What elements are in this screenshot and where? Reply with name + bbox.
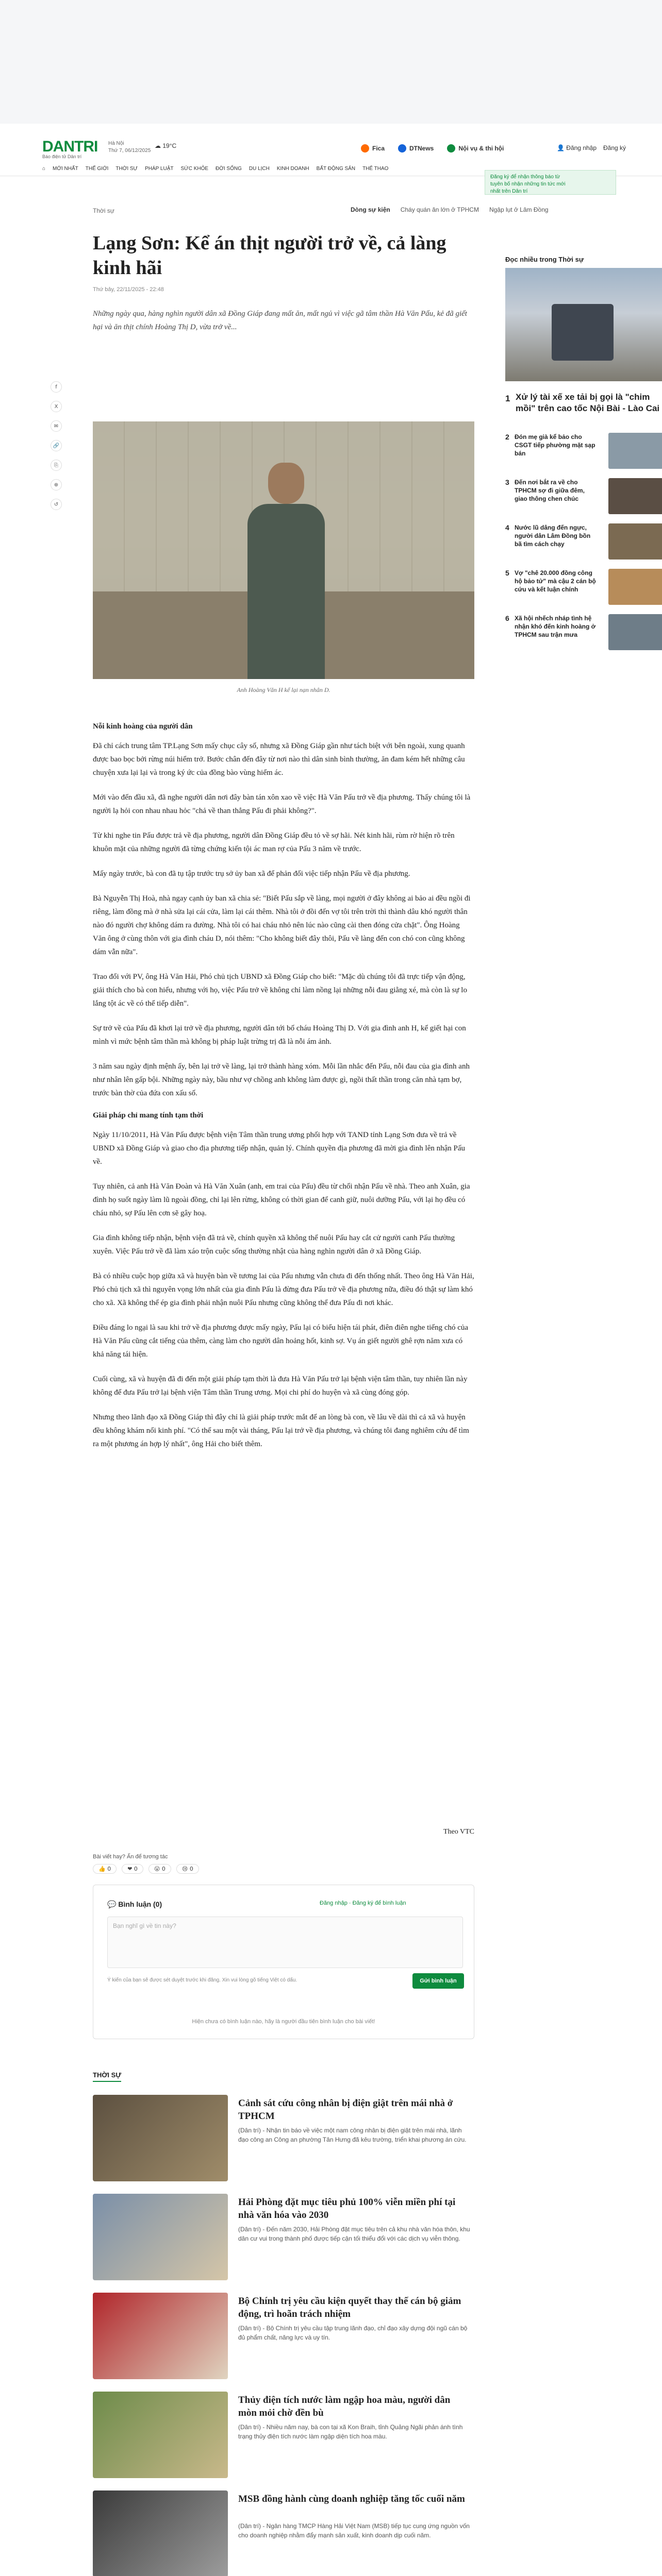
paragraph-3: Từ khi nghe tin Pấu được trả về địa phương, người dân Đồng Giáp đều tỏ về sợ hãi. Nét kinh hãi, rùm rờ hiện rõ trên khuôn mặt của những người đã từng chứng kiến tội ác man rợ của Pấu 3 năm về trước. (93, 832, 455, 853)
trending-label: Dòng sự kiện (351, 206, 390, 213)
date-text: Thứ 7, 06/12/2025 (108, 148, 151, 154)
nav-item-7[interactable]: DU LỊCH (249, 166, 270, 172)
location: Hà Nội (108, 141, 124, 146)
user-icon: 👤 (557, 144, 565, 151)
date-block (108, 140, 151, 155)
submit-comment-button[interactable]: Gửi bình luận (412, 1973, 464, 1989)
comment-icon: 💬 (107, 1900, 117, 1908)
header-link-2[interactable]: DTNews (398, 144, 434, 152)
news-desc: (Dân trí) - Bộ Chính trị yêu cầu tập trung lãnh đạo, chỉ đạo xây dựng đội ngũ cán bộ đủ phẩm chất, năng lực và uy tín. (238, 2325, 468, 2341)
hero-body (247, 504, 325, 679)
trending-item-2[interactable]: Ngập lụt ở Lâm Đồng (489, 206, 549, 213)
sidebar-item[interactable] (505, 614, 662, 655)
article-meta: Thứ bảy, 22/11/2025 - 22:48 (93, 286, 164, 293)
article-body (93, 722, 474, 1462)
sidebar-item-thumbnail[interactable] (608, 614, 662, 650)
news-item[interactable] (93, 2095, 474, 2182)
sidebar-item-number: 2 (505, 433, 509, 441)
register-link[interactable]: Đăng ký (603, 144, 626, 151)
login-link[interactable]: 👤 Đăng nhập (557, 144, 597, 151)
nav-item-4[interactable]: PHÁP LUẬT (145, 166, 174, 172)
paragraph-15: Nhưng theo lãnh đạo xã Đồng Giáp thì đây chỉ là giải pháp trước mắt để an lòng bà con, về lâu về dài thì cả xã và huyện đều không khám nổi kinh phí. "Có thể sau một vài tháng, Pấu lại trở về địa phương, và chúng tôi đang nghiêm cứu để tìm ra một phương án hợp lý nhất", ông Hải cho biết thêm. (93, 1413, 469, 1448)
news-title[interactable]: Cảnh sát cứu công nhân bị điện giật trên mái nhà ở TPHCM (238, 2098, 453, 2122)
nav-item-8[interactable]: KINH DOANH (276, 166, 309, 172)
news-thumbnail[interactable] (93, 2095, 228, 2181)
sidebar-item-thumbnail[interactable] (608, 523, 662, 560)
comment-note: Ý kiến của bạn sẽ được sét duyệt trước khi đăng. Xin vui lòng gõ tiếng Việt có dấu. (107, 1977, 297, 1983)
reactions-question: Bài viết hay? Ấn để tương tác (93, 1854, 168, 1860)
comment-auth-links[interactable]: Đăng nhập · Đăng ký để bình luận (320, 1900, 406, 1906)
image-caption: Anh Hoàng Văn H kể lại nạn nhân D. (237, 686, 330, 693)
sidebar-heading: Đọc nhiều trong Thời sự (505, 256, 584, 263)
sidebar-item-title[interactable]: Đến nơi bắt ra về cho TPHCM sợ đi giữa đêm, giao thông chen chúc (515, 479, 585, 502)
sad-reaction-button[interactable]: 😢 0 (176, 1864, 199, 1874)
comment-input[interactable]: Bạn nghĩ gì về tin này? (107, 1917, 463, 1968)
nav-item-9[interactable]: BẤT ĐỘNG SẢN (316, 166, 356, 172)
notification-prompt[interactable]: Đăng ký để nhận thông báo từ tuyên bố nhận những tin tức mới nhất trên Dân trí (485, 170, 616, 195)
news-title[interactable]: Thủy điện tích nước làm ngập hoa màu, người dân mòn mỏi chờ đền bù (238, 2395, 451, 2418)
site-logo[interactable]: DANTRI (42, 138, 98, 155)
zoom-icon[interactable]: ⊕ (51, 479, 62, 490)
news-desc: (Dân trí) - Đến năm 2030, Hải Phòng đặt mục tiêu trên cả khu nhà văn hóa thôn, khu dân cư vui trong thành phố được tiếp cận tối thiểu đổi với các dịch vụ viễn thông. (238, 2226, 470, 2242)
hero-head (268, 463, 304, 504)
sidebar-item-number: 4 (505, 523, 509, 532)
nav-item-1[interactable]: MỚI NHẤT (53, 166, 78, 172)
article-sapo: Những ngày qua, hàng nghìn người dân xã Đồng Giáp đang mất ăn, mất ngủ vì việc gã tâm thần Hà Văn Pấu, kẻ đã giết hại và ăn thịt chính Hoàng Thị D, vừa trở về... (93, 310, 467, 331)
paragraph-9: Ngày 11/10/2011, Hà Văn Pấu được bệnh viện Tâm thần trung ương phối hợp với TAND tỉnh Lạng Sơn đưa về trả về UBND xã Đồng Giáp và giao cho địa phương tiếp nhận, quản lý. Chính quyền địa phương đã mời gia đình lên nhận Pấu về. (93, 1131, 466, 1166)
sidebar-item-number: 5 (505, 569, 509, 577)
section-heading-2: Giải pháp chỉ mang tính tạm thời (93, 1111, 204, 1120)
share-bar (51, 381, 62, 510)
paragraph-4: Mấy ngày trước, bà con đã tụ tập trước trụ sở ủy ban xã để phản đối việc tiếp nhận Pấu về địa phương. (93, 870, 410, 878)
sidebar-item-number: 6 (505, 614, 509, 622)
sidebar-item-thumbnail[interactable] (608, 569, 662, 605)
news-item[interactable] (93, 2194, 474, 2281)
section-heading-1: Nỗi kinh hoàng của người dân (93, 722, 193, 731)
sidebar-item-title[interactable]: Xã hội nhếch nháp tình hệ nhận khó đến kinh hoàng ở TPHCM sau trận mưa (515, 615, 596, 638)
link-share-icon[interactable]: 🔗 (51, 440, 62, 451)
paragraph-7: Sự trở về của Pấu đã khơi lại trở về địa phương, người dân tới bố cháu Hoàng Thị D. Với gia đình anh H, kể giết hại con mình vì mức bệnh tâm thần mà không bị pháp luật trừng trị đã là nỗi ám ảnh. (93, 1024, 466, 1046)
news-title[interactable]: Bộ Chính trị yêu cầu kiện quyết thay thế cán bộ giảm động, trì hoãn trách nhiệm (238, 2296, 461, 2319)
article-title: Lạng Sơn: Kể án thịt người trở về, cả làng kinh hãi (93, 232, 446, 279)
cloud-icon: ☁ (155, 142, 161, 149)
news-thumbnail[interactable] (93, 2194, 228, 2280)
sidebar-item-title[interactable]: Nước lũ dâng đến ngực, người dân Lâm Đồng bồn bã tìm cách chạy (515, 524, 591, 548)
sidebar-item-title[interactable]: Đón mẹ già kể bảo cho CSGT tiếp phường mặt sạp bán (515, 433, 595, 457)
sidebar-top-number: 1 (505, 394, 510, 403)
nav-item-10[interactable]: THỂ THAO (362, 166, 389, 172)
sidebar-item-title[interactable]: Vợ "chê 20.000 đồng công hộ bảo tử" mà cậu 2 cán bộ cứu và kết luận chính (515, 569, 596, 593)
header-link-1[interactable]: Fica (361, 144, 385, 152)
nav-item-6[interactable]: ĐỜI SỐNG (216, 166, 242, 172)
sidebar-top-image[interactable] (505, 268, 662, 381)
news-thumbnail[interactable] (93, 2293, 228, 2379)
nav-item-3[interactable]: THỜI SỰ (115, 166, 138, 172)
paragraph-11: Gia đình không tiếp nhận, bệnh viện đã trả về, chính quyền xã không thể nuôi Pấu hay cắt cử người canh Pấu thường xuyên. Việc Pấu trở về đã làm xáo trộn cuộc sống thường nhật của hàng nghìn người dân ở xã Đồng Giáp. (93, 1234, 455, 1256)
copy-icon[interactable]: ⎘ (51, 460, 62, 471)
header-link-3[interactable]: Nội vụ & thi hội (447, 144, 504, 152)
hero-person (247, 463, 325, 679)
sidebar-top-title[interactable]: Xử lý tài xế xe tải bị gọi là "chim mồi" trên cao tốc Nội Bài - Lào Cai (516, 392, 660, 413)
sidebar-item-thumbnail[interactable] (608, 478, 662, 514)
paragraph-2: Mới vào đến đầu xã, đã nghe người dân nơi đây bàn tán xôn xao về việc Hà Văn Pấu trở về địa phương. Thấy chúng tôi là người lạ hỏi con nhau nhau hỏc "chả về than thẳng Pấu đi phải không?". (93, 793, 471, 815)
nav-item-5[interactable]: SỨC KHỎE (180, 166, 209, 172)
news-desc: (Dân trí) - Ngân hàng TMCP Hàng Hải Việt Nam (MSB) tiếp tục cung ứng nguồn vốn cho doanh nghiệp nhằm đẩy mạnh sản xuất, kinh doanh dịp cuối năm. (238, 2522, 470, 2539)
wow-reaction-button[interactable]: 😮 0 (148, 1864, 171, 1874)
sidebar-item[interactable] (505, 433, 662, 474)
refresh-icon[interactable]: ↺ (51, 499, 62, 510)
logo-subtitle: Báo điện tử Dân trí (42, 154, 82, 159)
noivu-icon (447, 144, 455, 152)
sidebar-item[interactable] (505, 523, 662, 565)
paragraph-14: Cuối cùng, xã và huyện đã đi đến một giải pháp tạm thời là đưa Hà Văn Pấu trở lại bệnh viện tâm thần, tuy nhiên lần này không để đưa Pấu trở lại bệnh viện Tâm thần Trung ương. Mọi chi phí do huyện và xã cùng đóng góp. (93, 1375, 468, 1397)
x-share-icon[interactable]: X (51, 401, 62, 412)
trending-item-1[interactable]: Cháy quán ăn lớn ở TPHCM (400, 206, 479, 213)
news-item[interactable] (93, 2392, 474, 2479)
email-share-icon[interactable]: ✉ (51, 420, 62, 432)
comment-empty-state: Hiện chưa có bình luận nào, hãy là người đầu tiên bình luận cho bài viết! (192, 2019, 375, 2025)
paragraph-13: Điều đáng lo ngại là sau khi trở về địa phương được mấy ngày, Pấu lại có biểu hiện tái phát, điên điên nghe tiếng chó của Hà Văn Pấu cũng cắt tiếng của thêm, càng làm cho người dân hoảng hốt, kinh sợ. Vụ án giết người ghê rợn năm xưa có khả năng tái hiện. (93, 1324, 469, 1359)
paragraph-6: Trao đổi với PV, ông Hà Văn Hải, Phó chủ tịch UBND xã Đồng Giáp cho biết: "Mặc dù chúng tôi đã trực tiếp vận động, giải thích cho bà con hiểu, nhưng với họ, việc Pấu trở về không chỉ làm nồng lại những nỗi đau giằng xé, mà còn là sự lo lắng tột ác về có thể tiếp diễn". (93, 973, 467, 1008)
article-author: Theo VTC (443, 1828, 474, 1836)
temperature: 19°C (162, 142, 177, 149)
paragraph-8: 3 năm sau ngày định mệnh ấy, bên lại trở về làng, lại trở thành hàng xóm. Mỗi lần nhắc đến Pấu, nỗi đau của gia đình anh như nhân lên gấp bội. Những ngày này, bầu như vợ chồng anh không làm được gì, ngồi thất thần trong căn nhà tạm bợ, trước bàn thờ của đứa con xấu số. (93, 1062, 470, 1097)
news-item[interactable] (93, 2293, 474, 2380)
hero-image (93, 421, 474, 679)
trending-events (351, 206, 549, 213)
news-desc: (Dân trí) - Nhận tin báo về việc một nam công nhân bị điện giật trên mái nhà, lãnh đạo công an Công an phường Tân Hưng đã kêu trường, triển khai phương án cứu. (238, 2127, 467, 2143)
paragraph-12: Bà có nhiều cuộc họp giữa xã và huyện bàn về tương lai của Pấu nhưng vẫn chưa đi đến thống nhất. Theo ông Hà Văn Hải, Phó chủ tịch xã thì nguyên vọng lớn nhất của gia đình Pấu là đừng đưa Pấu trở về địa phương nữa, điều đó thật sự làm khó cho xã. Xã không thể ép gia đình phải nhận nuôi Pấu nhưng cũng không thể đưa Pấu đi nơi khác. (93, 1272, 474, 1307)
reaction-buttons (93, 1864, 199, 1874)
top-ad-banner (0, 0, 662, 124)
comment-title: 💬 Bình luận (0) (107, 1900, 162, 1908)
paragraph-1: Đã chỉ cách trung tâm TP.Lạng Sơn mấy chục cây số, nhưng xã Đồng Giáp gần như tách biệt với bên ngoài, xung quanh được bao bọc bởi rừng núi hiểm trở. Bước chân đến đây từ nơi nào thì dân sinh bình thường, ăn đam kém hết những câu chuyện xưa lại lại và trong ký ức của đồng bào vùng hiểm ác. (93, 742, 465, 777)
weather (155, 142, 176, 149)
truck-shape (552, 304, 614, 361)
home-icon[interactable]: ⌂ (42, 166, 46, 172)
love-reaction-button[interactable]: ❤ 0 (122, 1864, 143, 1874)
news-item[interactable] (93, 2490, 474, 2576)
fica-icon (361, 144, 369, 152)
section-title[interactable]: THỜI SỰ (93, 2071, 121, 2082)
dtnews-icon (398, 144, 406, 152)
like-reaction-button[interactable]: 👍 0 (93, 1864, 117, 1874)
news-title[interactable]: Hải Phòng đặt mục tiêu phủ 100% viễn miền phí tại nhà văn hóa vào 2030 (238, 2197, 456, 2221)
header-links (361, 144, 504, 152)
news-thumbnail[interactable] (93, 2392, 228, 2478)
nav-item-2[interactable]: THẾ GIỚI (85, 166, 109, 172)
news-desc: (Dân trí) - Nhiều năm nay, bà con tại xã Kon Braih, tỉnh Quảng Ngãi phản ánh tình trạng thủy điện tích nước làm ngập diện tích hoa màu. (238, 2424, 463, 2440)
paragraph-5: Bà Nguyễn Thị Hoà, nhà ngay cạnh ủy ban xã chia sẻ: "Biết Pấu sắp về làng, mọi người ở đây không ai bảo ai đều ngồi đi riêng, làm đồng mà ở nhà sửa lại cái cửa, làm lại cái thêm. Nhà tôi ở đồi đến vợ tôi trên trời thì thành dâu khó người thân nào đó người chợ không dám ra đường. Nhà tôi có hai cháu nhỏ nên lúc nào cũng cài then đóng cửa chặt". Ông Hoàng Văn ông ở cùng thôn với gia đình cháu D, nói thêm: "Cho không biết đây thôi, Pấu về làng đến con chó con cũng không dám vẫn nữa". (93, 894, 471, 956)
news-title[interactable]: MSB đồng hành cùng doanh nghiệp tăng tốc cuối năm (238, 2494, 465, 2504)
sidebar-item[interactable] (505, 478, 662, 519)
sidebar-item[interactable] (505, 569, 662, 610)
news-thumbnail[interactable] (93, 2490, 228, 2576)
breadcrumb[interactable]: Thời sự (93, 207, 114, 214)
facebook-share-icon[interactable]: f (51, 381, 62, 393)
sidebar-item-number: 3 (505, 478, 509, 486)
sidebar-item-thumbnail[interactable] (608, 433, 662, 469)
paragraph-10: Tuy nhiên, cả anh Hà Văn Đoàn và Hà Văn Xuân (anh, em trai của Pấu) đều từ chối nhận Pấu về nhà. Theo anh Xuân, gia đình họ suốt ngày làm lũ ngoài đồng, chỉ lại lên rừng, không có thời gian để canh giữ, nuôi dưỡng Pấu, với lại họ đều có cháu nhỏ, sợ Pấu lên cơn sẽ gây hoạ. (93, 1182, 470, 1217)
